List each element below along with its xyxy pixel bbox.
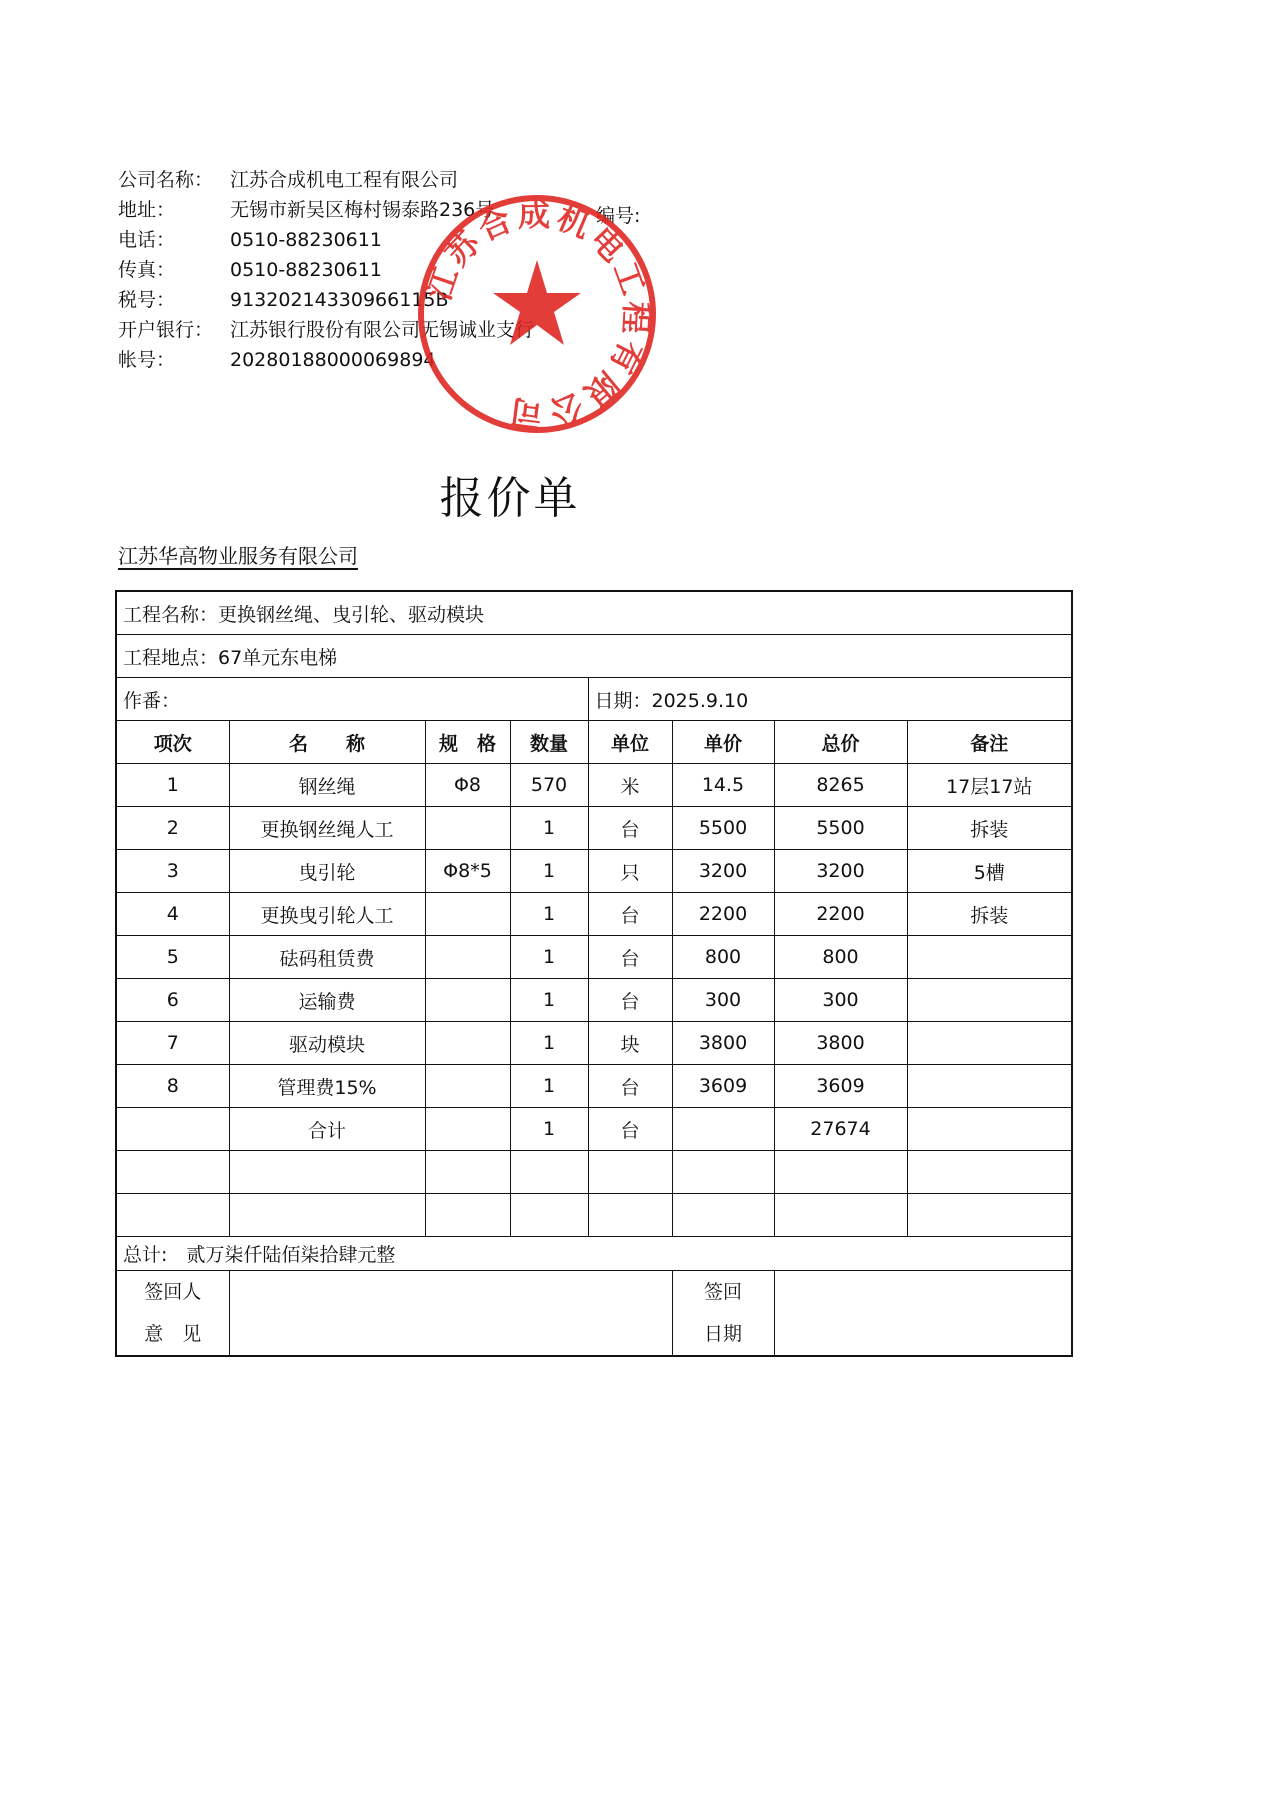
- table-cell: 800: [774, 936, 907, 979]
- info-label: 开户银行：: [118, 319, 214, 341]
- table-cell: [425, 1065, 510, 1108]
- info-row: [118, 228, 382, 252]
- table-cell: 1: [510, 850, 588, 893]
- table-cell: 800: [672, 936, 774, 979]
- info-value: 0510-88230611: [230, 259, 382, 281]
- table-cell: 台: [588, 1108, 672, 1151]
- table-cell: 3: [116, 850, 229, 893]
- table-cell: [907, 979, 1072, 1022]
- table-cell: 台: [588, 979, 672, 1022]
- signer-opinion-label: [116, 1271, 229, 1357]
- table-cell: [425, 807, 510, 850]
- author-date-row: [116, 678, 1072, 721]
- blank-cell: [907, 1194, 1072, 1237]
- blank-cell: [672, 1194, 774, 1237]
- table-cell: [907, 1108, 1072, 1151]
- table-cell: [116, 1108, 229, 1151]
- table-cell: 2: [116, 807, 229, 850]
- table-cell: 钢丝绳: [229, 764, 425, 807]
- company-seal-stamp: [413, 190, 661, 438]
- table-cell: 4: [116, 893, 229, 936]
- table-cell: 1: [510, 807, 588, 850]
- table-cell: 管理费15%: [229, 1065, 425, 1108]
- signoff-date-label: [672, 1271, 774, 1357]
- table-cell: 3609: [774, 1065, 907, 1108]
- signer-opinion-field[interactable]: [229, 1271, 672, 1357]
- table-cell: [425, 1108, 510, 1151]
- signoff-date-field[interactable]: [774, 1271, 1072, 1357]
- column-header: 备注: [907, 721, 1072, 764]
- table-cell: 1: [510, 936, 588, 979]
- table-cell: 27674: [774, 1108, 907, 1151]
- subtotal-row: [116, 1108, 1072, 1151]
- table-cell: Φ8*5: [425, 850, 510, 893]
- svg-text:江苏合成机电工程有限公司: 江苏合成机电工程有限公司: [419, 195, 656, 434]
- table-cell: 拆装: [907, 807, 1072, 850]
- date-label-line1: 签回: [703, 1281, 742, 1303]
- info-row: [118, 348, 436, 372]
- serial-number-label: 编号:: [596, 205, 641, 227]
- table-row: [116, 1065, 1072, 1108]
- table-cell: 1: [510, 1065, 588, 1108]
- table-cell: Φ8: [425, 764, 510, 807]
- table-cell: 只: [588, 850, 672, 893]
- table-cell: 1: [510, 1022, 588, 1065]
- table-cell: 7: [116, 1022, 229, 1065]
- blank-cell: [229, 1151, 425, 1194]
- table-cell: 5: [116, 936, 229, 979]
- blank-cell: [510, 1194, 588, 1237]
- info-label: 传真：: [118, 259, 176, 281]
- table-cell: 3609: [672, 1065, 774, 1108]
- author-field: 作番：: [116, 678, 588, 721]
- table-cell: 8265: [774, 764, 907, 807]
- table-cell: 300: [774, 979, 907, 1022]
- info-label: 公司名称：: [118, 169, 214, 191]
- table-row: [116, 764, 1072, 807]
- table-row: [116, 850, 1072, 893]
- table-cell: 曳引轮: [229, 850, 425, 893]
- info-value: 江苏合成机电工程有限公司: [230, 169, 459, 191]
- blank-cell: [588, 1151, 672, 1194]
- table-cell: [907, 1065, 1072, 1108]
- column-header: 规 格: [425, 721, 510, 764]
- blank-cell: [229, 1194, 425, 1237]
- column-header: 数量: [510, 721, 588, 764]
- table-cell: 砝码租赁费: [229, 936, 425, 979]
- table-row: [116, 936, 1072, 979]
- table-cell: 更换曳引轮人工: [229, 893, 425, 936]
- table-cell: 3800: [672, 1022, 774, 1065]
- table-cell: [907, 936, 1072, 979]
- recipient-company: 江苏华高物业服务有限公司: [118, 544, 358, 568]
- table-cell: 6: [116, 979, 229, 1022]
- table-cell: 台: [588, 893, 672, 936]
- column-header: 项次: [116, 721, 229, 764]
- table-cell: [425, 936, 510, 979]
- info-row: [118, 258, 382, 282]
- date-field: 日期：2025.9.10: [588, 678, 1072, 721]
- table-cell: [672, 1108, 774, 1151]
- table-cell: 台: [588, 1065, 672, 1108]
- project-location-row: [116, 635, 1072, 678]
- blank-row: [116, 1151, 1072, 1194]
- table-cell: 300: [672, 979, 774, 1022]
- project-name: 工程名称：更换钢丝绳、曳引轮、驱动模块: [116, 591, 1072, 635]
- column-header: 名 称: [229, 721, 425, 764]
- blank-cell: [116, 1151, 229, 1194]
- info-row: [118, 168, 458, 192]
- blank-cell: [774, 1194, 907, 1237]
- table-cell: 17层17站: [907, 764, 1072, 807]
- blank-cell: [510, 1151, 588, 1194]
- info-label: 帐号：: [118, 349, 176, 371]
- info-label: 地址：: [118, 199, 176, 221]
- table-cell: 5500: [672, 807, 774, 850]
- table-cell: 5500: [774, 807, 907, 850]
- project-name-row: [116, 591, 1072, 635]
- table-cell: 1: [510, 893, 588, 936]
- document-title: 报价单: [439, 473, 581, 524]
- quotation-table: [115, 590, 1073, 1357]
- blank-cell: [425, 1194, 510, 1237]
- seal-star-icon: [493, 260, 581, 345]
- table-cell: 米: [588, 764, 672, 807]
- table-row: [116, 979, 1072, 1022]
- info-value: 0510-88230611: [230, 229, 382, 251]
- table-cell: 1: [116, 764, 229, 807]
- info-label: 电话：: [118, 229, 176, 251]
- blank-row: [116, 1194, 1072, 1237]
- column-header: 单位: [588, 721, 672, 764]
- signoff-row: [116, 1271, 1072, 1357]
- table-cell: 3200: [672, 850, 774, 893]
- table-cell: 驱动模块: [229, 1022, 425, 1065]
- table-header-row: [116, 721, 1072, 764]
- table-cell: 运输费: [229, 979, 425, 1022]
- table-cell: 更换钢丝绳人工: [229, 807, 425, 850]
- table-cell: 台: [588, 807, 672, 850]
- info-value: 无锡市新吴区梅村锡泰路236号: [230, 199, 495, 221]
- table-cell: 1: [510, 1108, 588, 1151]
- blank-cell: [774, 1151, 907, 1194]
- grand-total-row: [116, 1237, 1072, 1271]
- table-cell: 5槽: [907, 850, 1072, 893]
- project-location: 工程地点：67单元东电梯: [116, 635, 1072, 678]
- signer-label-line1: 签回人: [144, 1281, 202, 1303]
- column-header: 总价: [774, 721, 907, 764]
- blank-cell: [907, 1151, 1072, 1194]
- table-cell: 2200: [774, 893, 907, 936]
- blank-cell: [588, 1194, 672, 1237]
- table-cell: 2200: [672, 893, 774, 936]
- table-cell: [425, 1022, 510, 1065]
- table-cell: 块: [588, 1022, 672, 1065]
- info-value: 江苏银行股份有限公司无锡诚业支行: [230, 319, 535, 341]
- table-row: [116, 893, 1072, 936]
- info-value: 20280188000069894: [230, 349, 436, 371]
- info-label: 税号：: [118, 289, 176, 311]
- date-label-line2: 日期: [703, 1323, 742, 1345]
- table-cell: 拆装: [907, 893, 1072, 936]
- info-value: 91320214330966115B: [230, 289, 449, 311]
- table-cell: 3200: [774, 850, 907, 893]
- table-cell: 台: [588, 936, 672, 979]
- table-cell: 14.5: [672, 764, 774, 807]
- grand-total-text: 总计: 贰万柒仟陆佰柒拾肆元整: [116, 1237, 1072, 1271]
- info-row: [118, 288, 449, 312]
- table-cell: [907, 1022, 1072, 1065]
- signer-label-line2: 意 见: [144, 1323, 202, 1345]
- table-row: [116, 807, 1072, 850]
- blank-cell: [672, 1151, 774, 1194]
- table-cell: 合计: [229, 1108, 425, 1151]
- table-cell: 1: [510, 979, 588, 1022]
- column-header: 单价: [672, 721, 774, 764]
- table-cell: 570: [510, 764, 588, 807]
- table-cell: [425, 893, 510, 936]
- blank-cell: [116, 1194, 229, 1237]
- table-row: [116, 1022, 1072, 1065]
- table-cell: 8: [116, 1065, 229, 1108]
- table-cell: 3800: [774, 1022, 907, 1065]
- blank-cell: [425, 1151, 510, 1194]
- table-cell: [425, 979, 510, 1022]
